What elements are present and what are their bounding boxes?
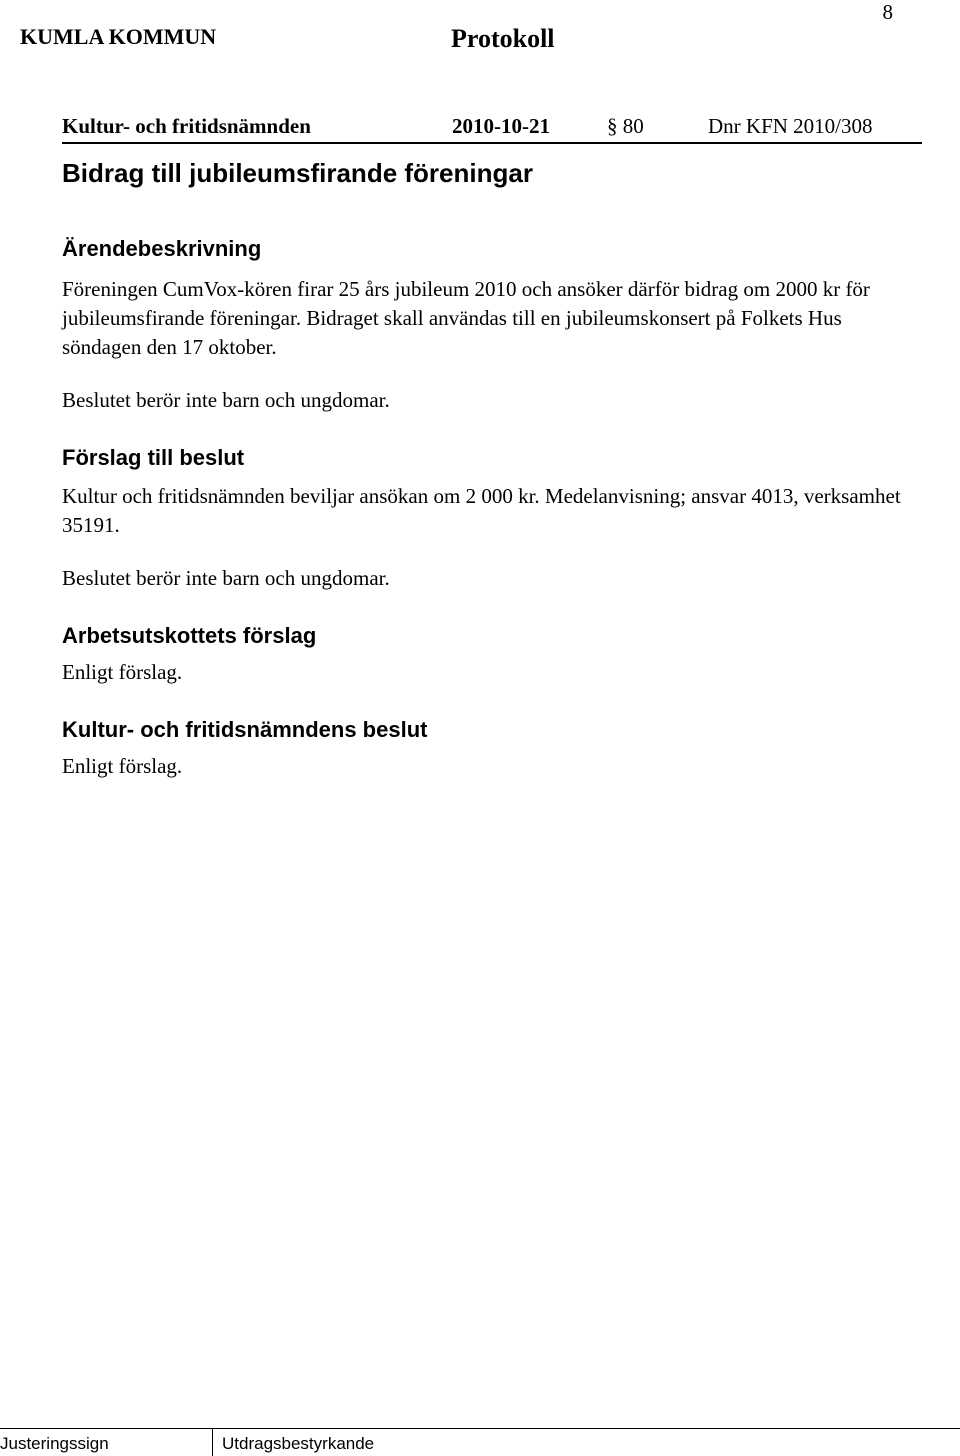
description-text: Föreningen CumVox-kören firar 25 års jubileum 2010 och ansöker därför bidrag om 2000 kr för jubileumsfirande föreningar. Bidraget skall användas till en jubileumskonsert på Folkets Hus söndagen den 17 oktober. <box>62 277 870 359</box>
committee-heading: Arbetsutskottets förslag <box>62 623 317 648</box>
footer-divider <box>0 1428 960 1429</box>
footer-extract-label: Utdragsbestyrkande <box>222 1434 375 1453</box>
municipality-name: KUMLA KOMMUN <box>20 24 217 49</box>
registration-number: Dnr KFN 2010/308 <box>708 114 873 138</box>
document-title: Bidrag till jubileumsfirande föreningar <box>62 158 533 188</box>
meeting-date: 2010-10-21 <box>452 114 550 138</box>
proposal-children-note: Beslutet berör inte barn och ungdomar. <box>62 566 390 590</box>
proposal-text: Kultur och fritidsnämnden beviljar ansökan om 2 000 kr. Medelanvisning; ansvar 4013, verksamhet 35191. <box>62 484 901 537</box>
document-type: Protokoll <box>451 24 555 53</box>
footer-signature-label: Justeringssign <box>0 1434 109 1453</box>
footer-cell-divider <box>212 1428 213 1456</box>
meeting-meta-row <box>62 114 922 144</box>
proposal-heading: Förslag till beslut <box>62 445 245 470</box>
decision-heading: Kultur- och fritidsnämndens beslut <box>62 717 428 742</box>
description-children-note: Beslutet berör inte barn och ungdomar. <box>62 388 390 412</box>
page-number: 8 <box>882 0 893 24</box>
committee-text: Enligt förslag. <box>62 660 183 684</box>
decision-text: Enligt förslag. <box>62 754 183 778</box>
description-heading: Ärendebeskrivning <box>62 236 262 261</box>
board-name: Kultur- och fritidsnämnden <box>62 114 311 138</box>
paragraph-number: § 80 <box>607 114 644 138</box>
